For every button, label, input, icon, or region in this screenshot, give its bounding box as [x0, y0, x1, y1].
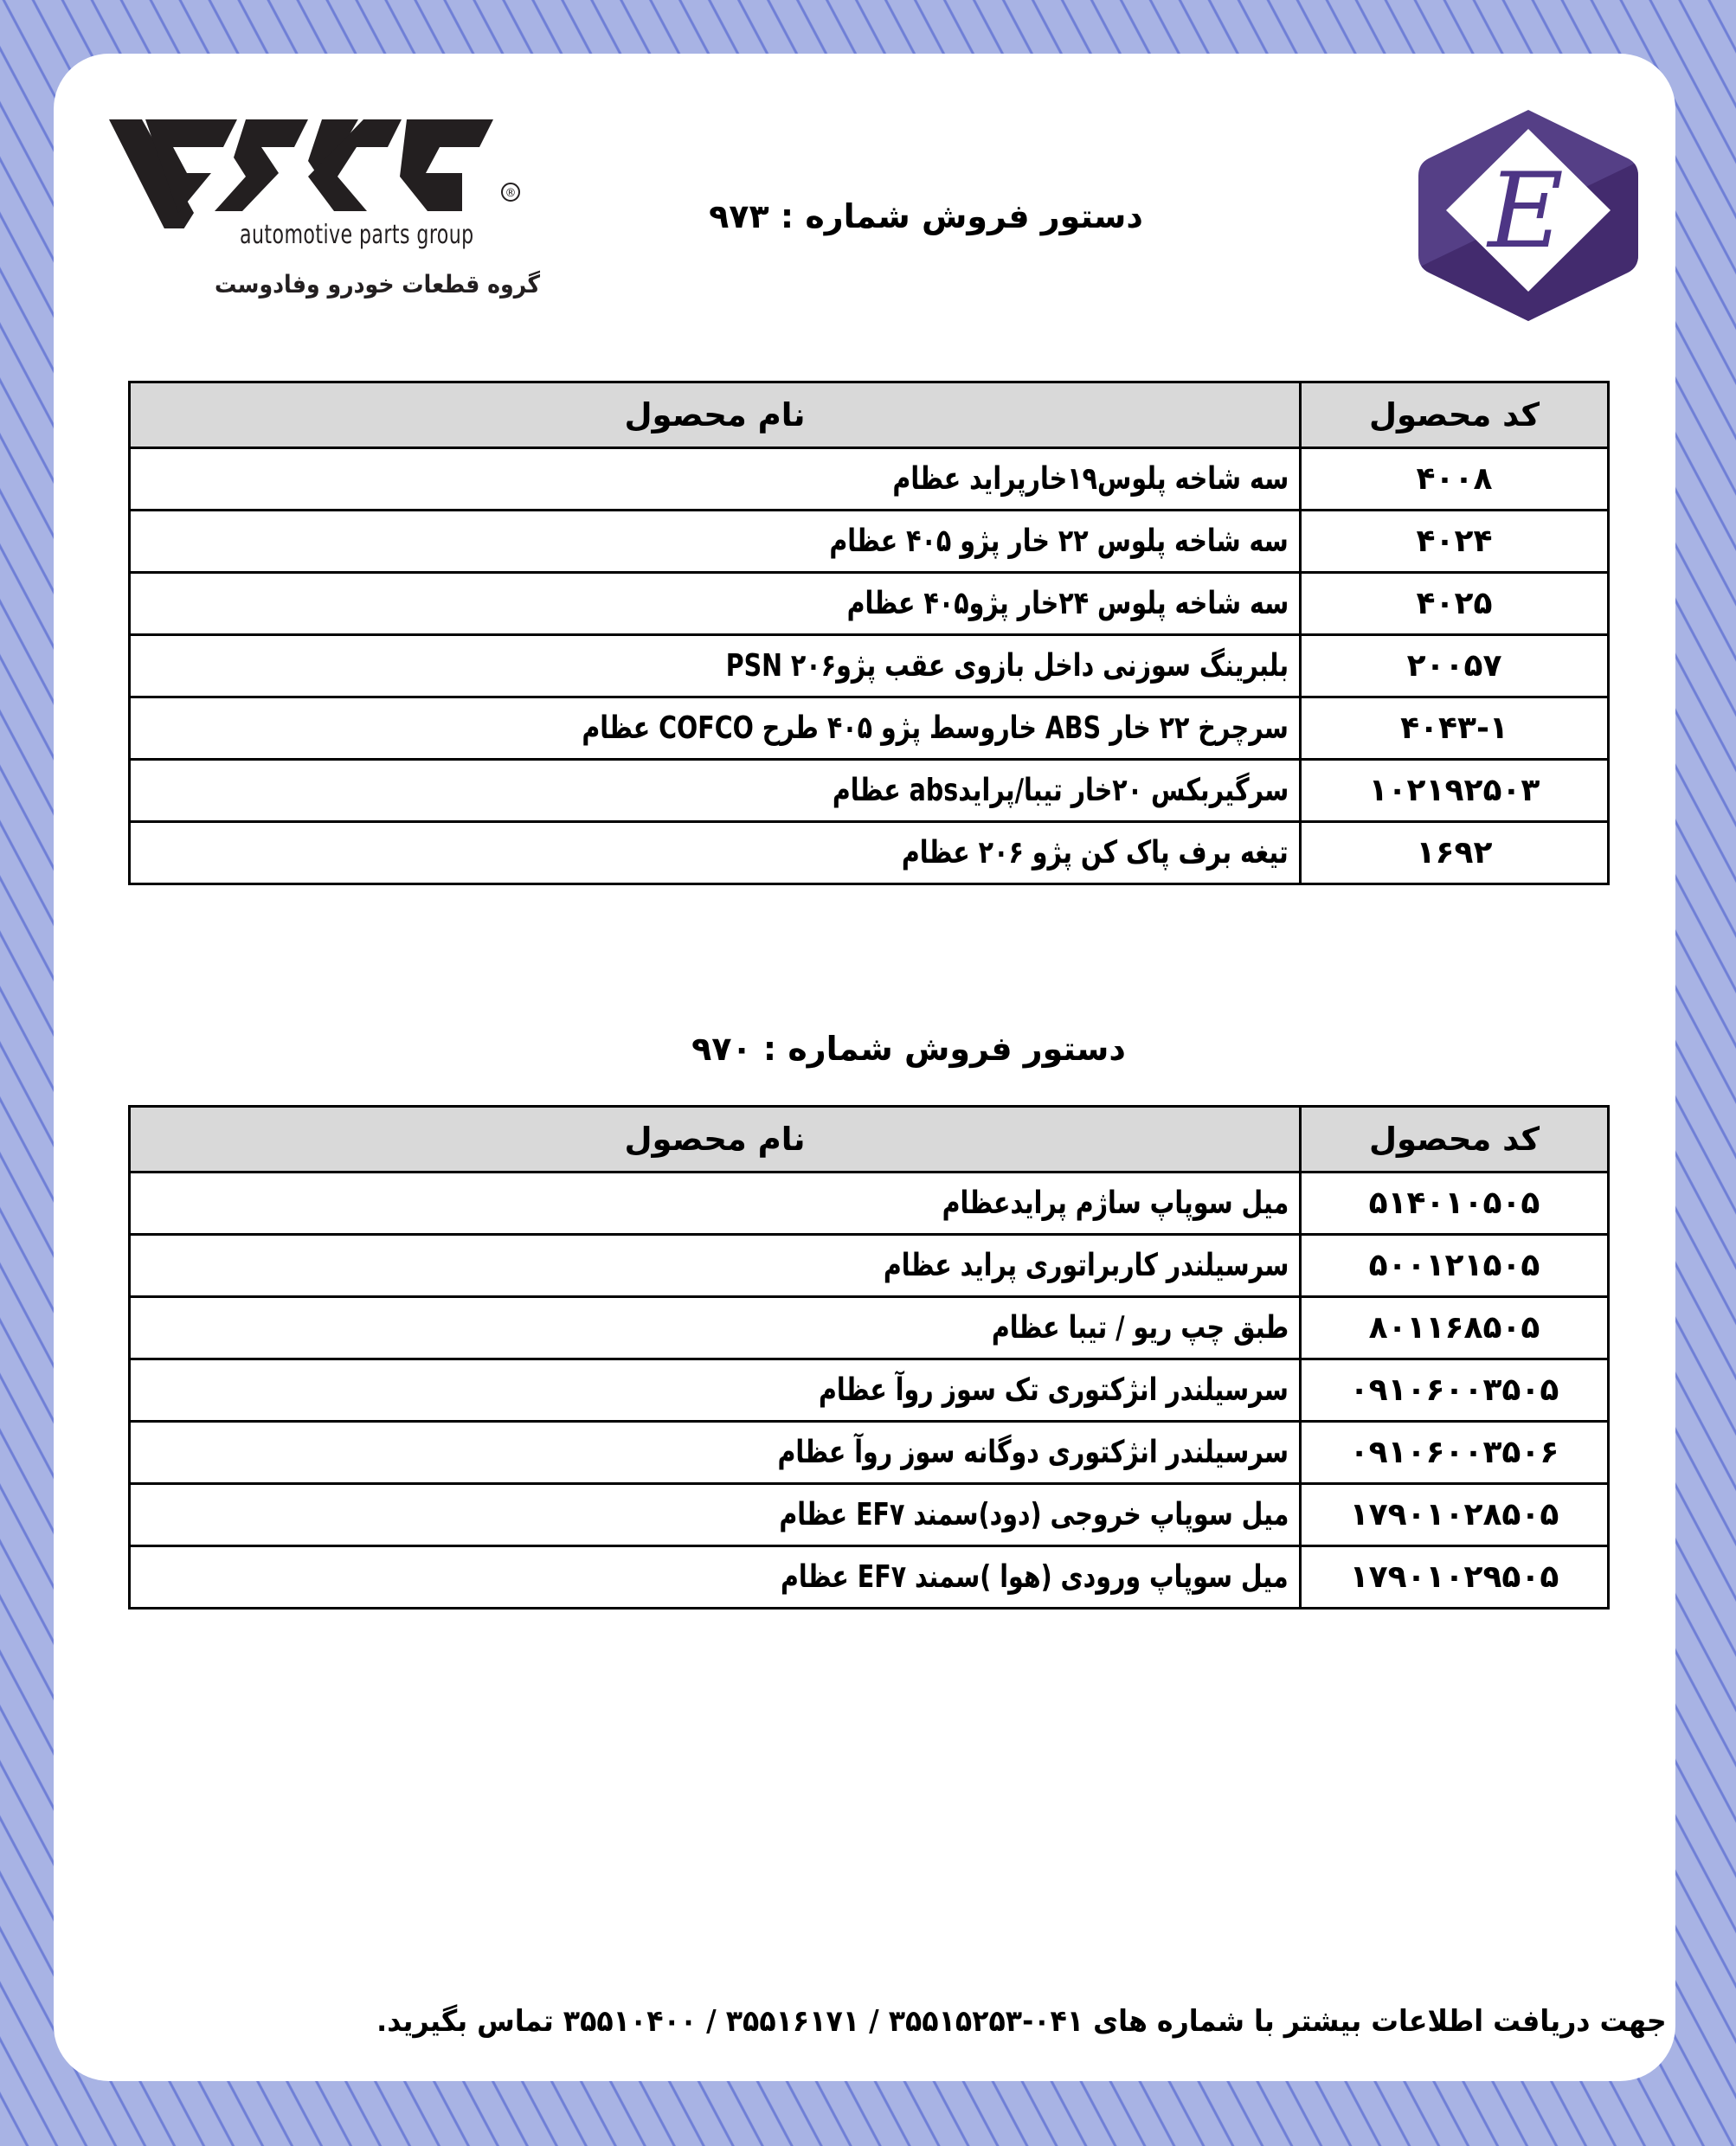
table-row — [130, 635, 1609, 697]
product-name-text: سرچرخ ۲۲ خار ABS خاروسط پژو ۴۰۵ طرح COFCO عظام — [582, 710, 1289, 746]
product-name-text: سرسیلندر کاربراتوری پراید عظام — [883, 1248, 1289, 1283]
product-name — [130, 697, 1301, 760]
product-name — [130, 1422, 1301, 1484]
product-code: ۴۰۲۴ — [1301, 511, 1609, 573]
table-row — [130, 1484, 1609, 1546]
registered-mark-text: ® — [505, 187, 517, 200]
product-code: ۲۰۰۵۷ — [1301, 635, 1609, 697]
table-row — [130, 1546, 1609, 1609]
product-name — [130, 448, 1301, 511]
table-row — [130, 822, 1609, 884]
brand-tagline: automotive parts group — [240, 220, 474, 250]
product-code: ۴۰۲۵ — [1301, 573, 1609, 635]
order-table-2 — [128, 1105, 1610, 1610]
company-emblem — [1415, 108, 1642, 324]
table-row — [130, 448, 1609, 511]
emblem-e-icon — [1415, 108, 1642, 324]
emblem-letter: E — [1488, 151, 1564, 272]
product-code: ۰۹۱۰۶۰۰۳۵۰۵ — [1301, 1359, 1609, 1422]
table-row — [130, 573, 1609, 635]
product-name-text: سرسیلندر انژکتوری دوگانه سوز روآ عظام — [777, 1435, 1289, 1470]
product-name-text: سرگیربکس ۲۰خار تیبا/پرایدabs عظام — [832, 773, 1289, 808]
product-code: ۴۰۰۸ — [1301, 448, 1609, 511]
product-name-text: سرسیلندر انژکتوری تک سوز روآ عظام — [819, 1372, 1289, 1408]
table-row — [130, 1297, 1609, 1359]
table-row — [130, 511, 1609, 573]
product-code: ۵۰۰۱۲۱۵۰۵ — [1301, 1235, 1609, 1297]
order-table-1 — [128, 381, 1610, 885]
table-header-row — [130, 382, 1609, 448]
product-code: ۱۷۹۰۱۰۲۹۵۰۵ — [1301, 1546, 1609, 1609]
table-header-row — [130, 1107, 1609, 1173]
product-name — [130, 1546, 1301, 1609]
table-row — [130, 1235, 1609, 1297]
product-name — [130, 511, 1301, 573]
product-name — [130, 573, 1301, 635]
table-row — [130, 1359, 1609, 1422]
product-name-text: سه شاخه پلوس ۲۲ خار پژو ۴۰۵ عظام — [829, 524, 1289, 559]
table-row — [130, 1173, 1609, 1235]
product-name — [130, 1359, 1301, 1422]
table-row — [130, 1422, 1609, 1484]
product-name — [130, 1484, 1301, 1546]
table-row — [130, 697, 1609, 760]
column-header-name: نام محصول — [130, 382, 1301, 448]
product-code: ۱۶۹۲ — [1301, 822, 1609, 884]
column-header-code: کد محصول — [1301, 382, 1609, 448]
product-code: ۸۰۱۱۶۸۵۰۵ — [1301, 1297, 1609, 1359]
product-code: ۵۱۴۰۱۰۵۰۵ — [1301, 1173, 1609, 1235]
product-name-text: تیغه برف پاک کن پژو ۲۰۶ عظام — [902, 835, 1289, 871]
brand-persian-name: گروه قطعات خودرو وفادوست — [215, 270, 541, 299]
brand-logo — [107, 116, 541, 306]
product-name — [130, 635, 1301, 697]
product-name-text: طبق چپ ریو / تیبا عظام — [991, 1310, 1289, 1346]
product-name — [130, 1235, 1301, 1297]
product-name — [130, 1173, 1301, 1235]
contact-footer: جهت دریافت اطلاعات بیشتر با شماره های ۰۴۱-۳۵۵۱۵۲۵۳ / ۳۵۵۱۶۱۷۱ / ۳۵۵۱۰۴۰۰ تماس بگیرید. — [376, 2004, 1667, 2039]
product-code: ۱۷۹۰۱۰۲۸۵۰۵ — [1301, 1484, 1609, 1546]
product-code: ۰۹۱۰۶۰۰۳۵۰۶ — [1301, 1422, 1609, 1484]
product-code: ۴۰۴۳-۱ — [1301, 697, 1609, 760]
product-name-text: سه شاخه پلوس۱۹خارپراید عظام — [892, 461, 1289, 497]
product-name-text: سه شاخه پلوس ۲۴خار پژو۴۰۵ عظام — [846, 586, 1289, 621]
product-name-text: بلبرینگ سوزنی داخل بازوی عقب پژو۲۰۶ PSN — [725, 648, 1289, 684]
table-row — [130, 760, 1609, 822]
product-name — [130, 760, 1301, 822]
gsvg-logo-icon — [107, 116, 531, 228]
column-header-code: کد محصول — [1301, 1107, 1609, 1173]
order-title-2: دستور فروش شماره : ۹۷۰ — [691, 1030, 1126, 1068]
product-name-text: میل سوپاپ ساژم پرایدعظام — [942, 1185, 1289, 1221]
product-code: ۱۰۲۱۹۲۵۰۳ — [1301, 760, 1609, 822]
product-name — [130, 1297, 1301, 1359]
product-name-text: میل سوپاپ ورودی (هوا )سمند EF۷ عظام — [781, 1559, 1289, 1595]
order-title-1: دستور فروش شماره : ۹۷۳ — [709, 197, 1143, 235]
product-name-text: میل سوپاپ خروجی (دود)سمند EF۷ عظام — [778, 1497, 1289, 1532]
column-header-name: نام محصول — [130, 1107, 1301, 1173]
product-name — [130, 822, 1301, 884]
